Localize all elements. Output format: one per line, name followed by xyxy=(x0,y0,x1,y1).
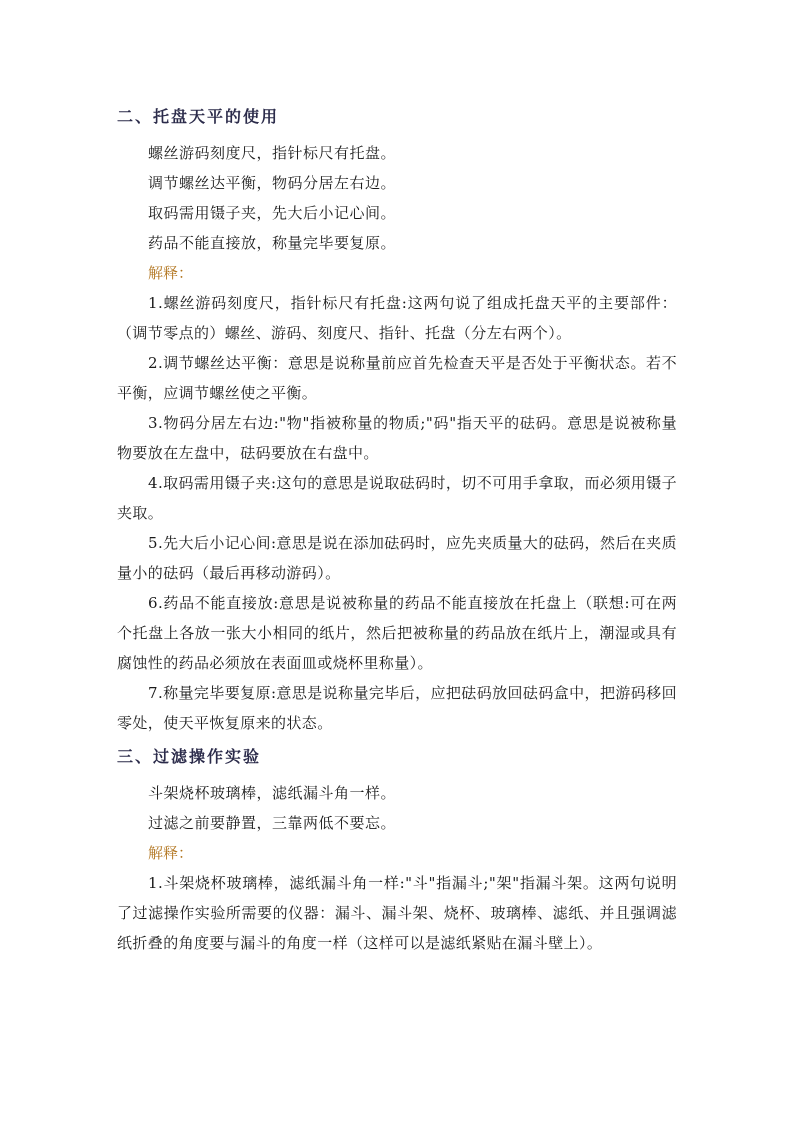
explain-label: 解释： xyxy=(148,844,194,862)
verse-line: 药品不能直接放，称量完毕要复原。 xyxy=(148,234,397,252)
explain-item: 5.先大后小记心间:意思是说在添加砝码时，应先夹质量大的砝码，然后在夹质量小的砝码（最后再移动游码）。 xyxy=(117,534,677,582)
verse-line: 调节螺丝达平衡，物码分居左右边。 xyxy=(148,174,397,192)
verse-line: 过滤之前要静置，三靠两低不要忘。 xyxy=(148,814,397,832)
explain-item: 4.取码需用镊子夹:这句的意思是说取砝码时，切不可用手拿取，而必须用镊子夹取。 xyxy=(117,474,677,522)
explain-item: 2.调节螺丝达平衡：意思是说称量前应首先检查天平是否处于平衡状态。若不平衡，应调节螺丝使之平衡。 xyxy=(117,354,677,402)
explain-item: 1.斗架烧杯玻璃棒，滤纸漏斗角一样:"斗"指漏斗;"架"指漏斗架。这两句说明了过滤操作实验所需要的仪器：漏斗、漏斗架、烧杯、玻璃棒、滤纸、并且强调滤纸折叠的角度要与漏斗的角度一样（这样可以是滤纸紧贴在漏斗壁上）。 xyxy=(117,874,677,952)
explain-item: 3.物码分居左右边:"物"指被称量的物质;"码"指天平的砝码。意思是说被称量物要放在左盘中，砝码要放在右盘中。 xyxy=(117,414,677,462)
verse-line: 取码需用镊子夹，先大后小记心间。 xyxy=(148,204,397,222)
verse-line: 斗架烧杯玻璃棒，滤纸漏斗角一样。 xyxy=(148,784,397,802)
section-heading-filtration: 三、过滤操作实验 xyxy=(117,747,262,766)
explain-item: 6.药品不能直接放:意思是说被称量的药品不能直接放在托盘上（联想:可在两个托盘上各放一张大小相同的纸片，然后把被称量的药品放在纸片上，潮湿或具有腐蚀性的药品必须放在表面皿或烧杯里称量）。 xyxy=(117,594,677,672)
explain-item: 1.螺丝游码刻度尺，指针标尺有托盘:这两句说了组成托盘天平的主要部件：（调节零点的）螺丝、游码、刻度尺、指针、托盘（分左右两个）。 xyxy=(117,294,677,342)
explain-item: 7.称量完毕要复原:意思是说称量完毕后，应把砝码放回砝码盒中，把游码移回零处，使天平恢复原来的状态。 xyxy=(117,684,677,732)
section-heading-balance: 二、托盘天平的使用 xyxy=(117,107,280,126)
explain-label: 解释： xyxy=(148,264,194,282)
document-page xyxy=(117,102,677,958)
verse-line: 螺丝游码刻度尺，指针标尺有托盘。 xyxy=(148,144,397,162)
